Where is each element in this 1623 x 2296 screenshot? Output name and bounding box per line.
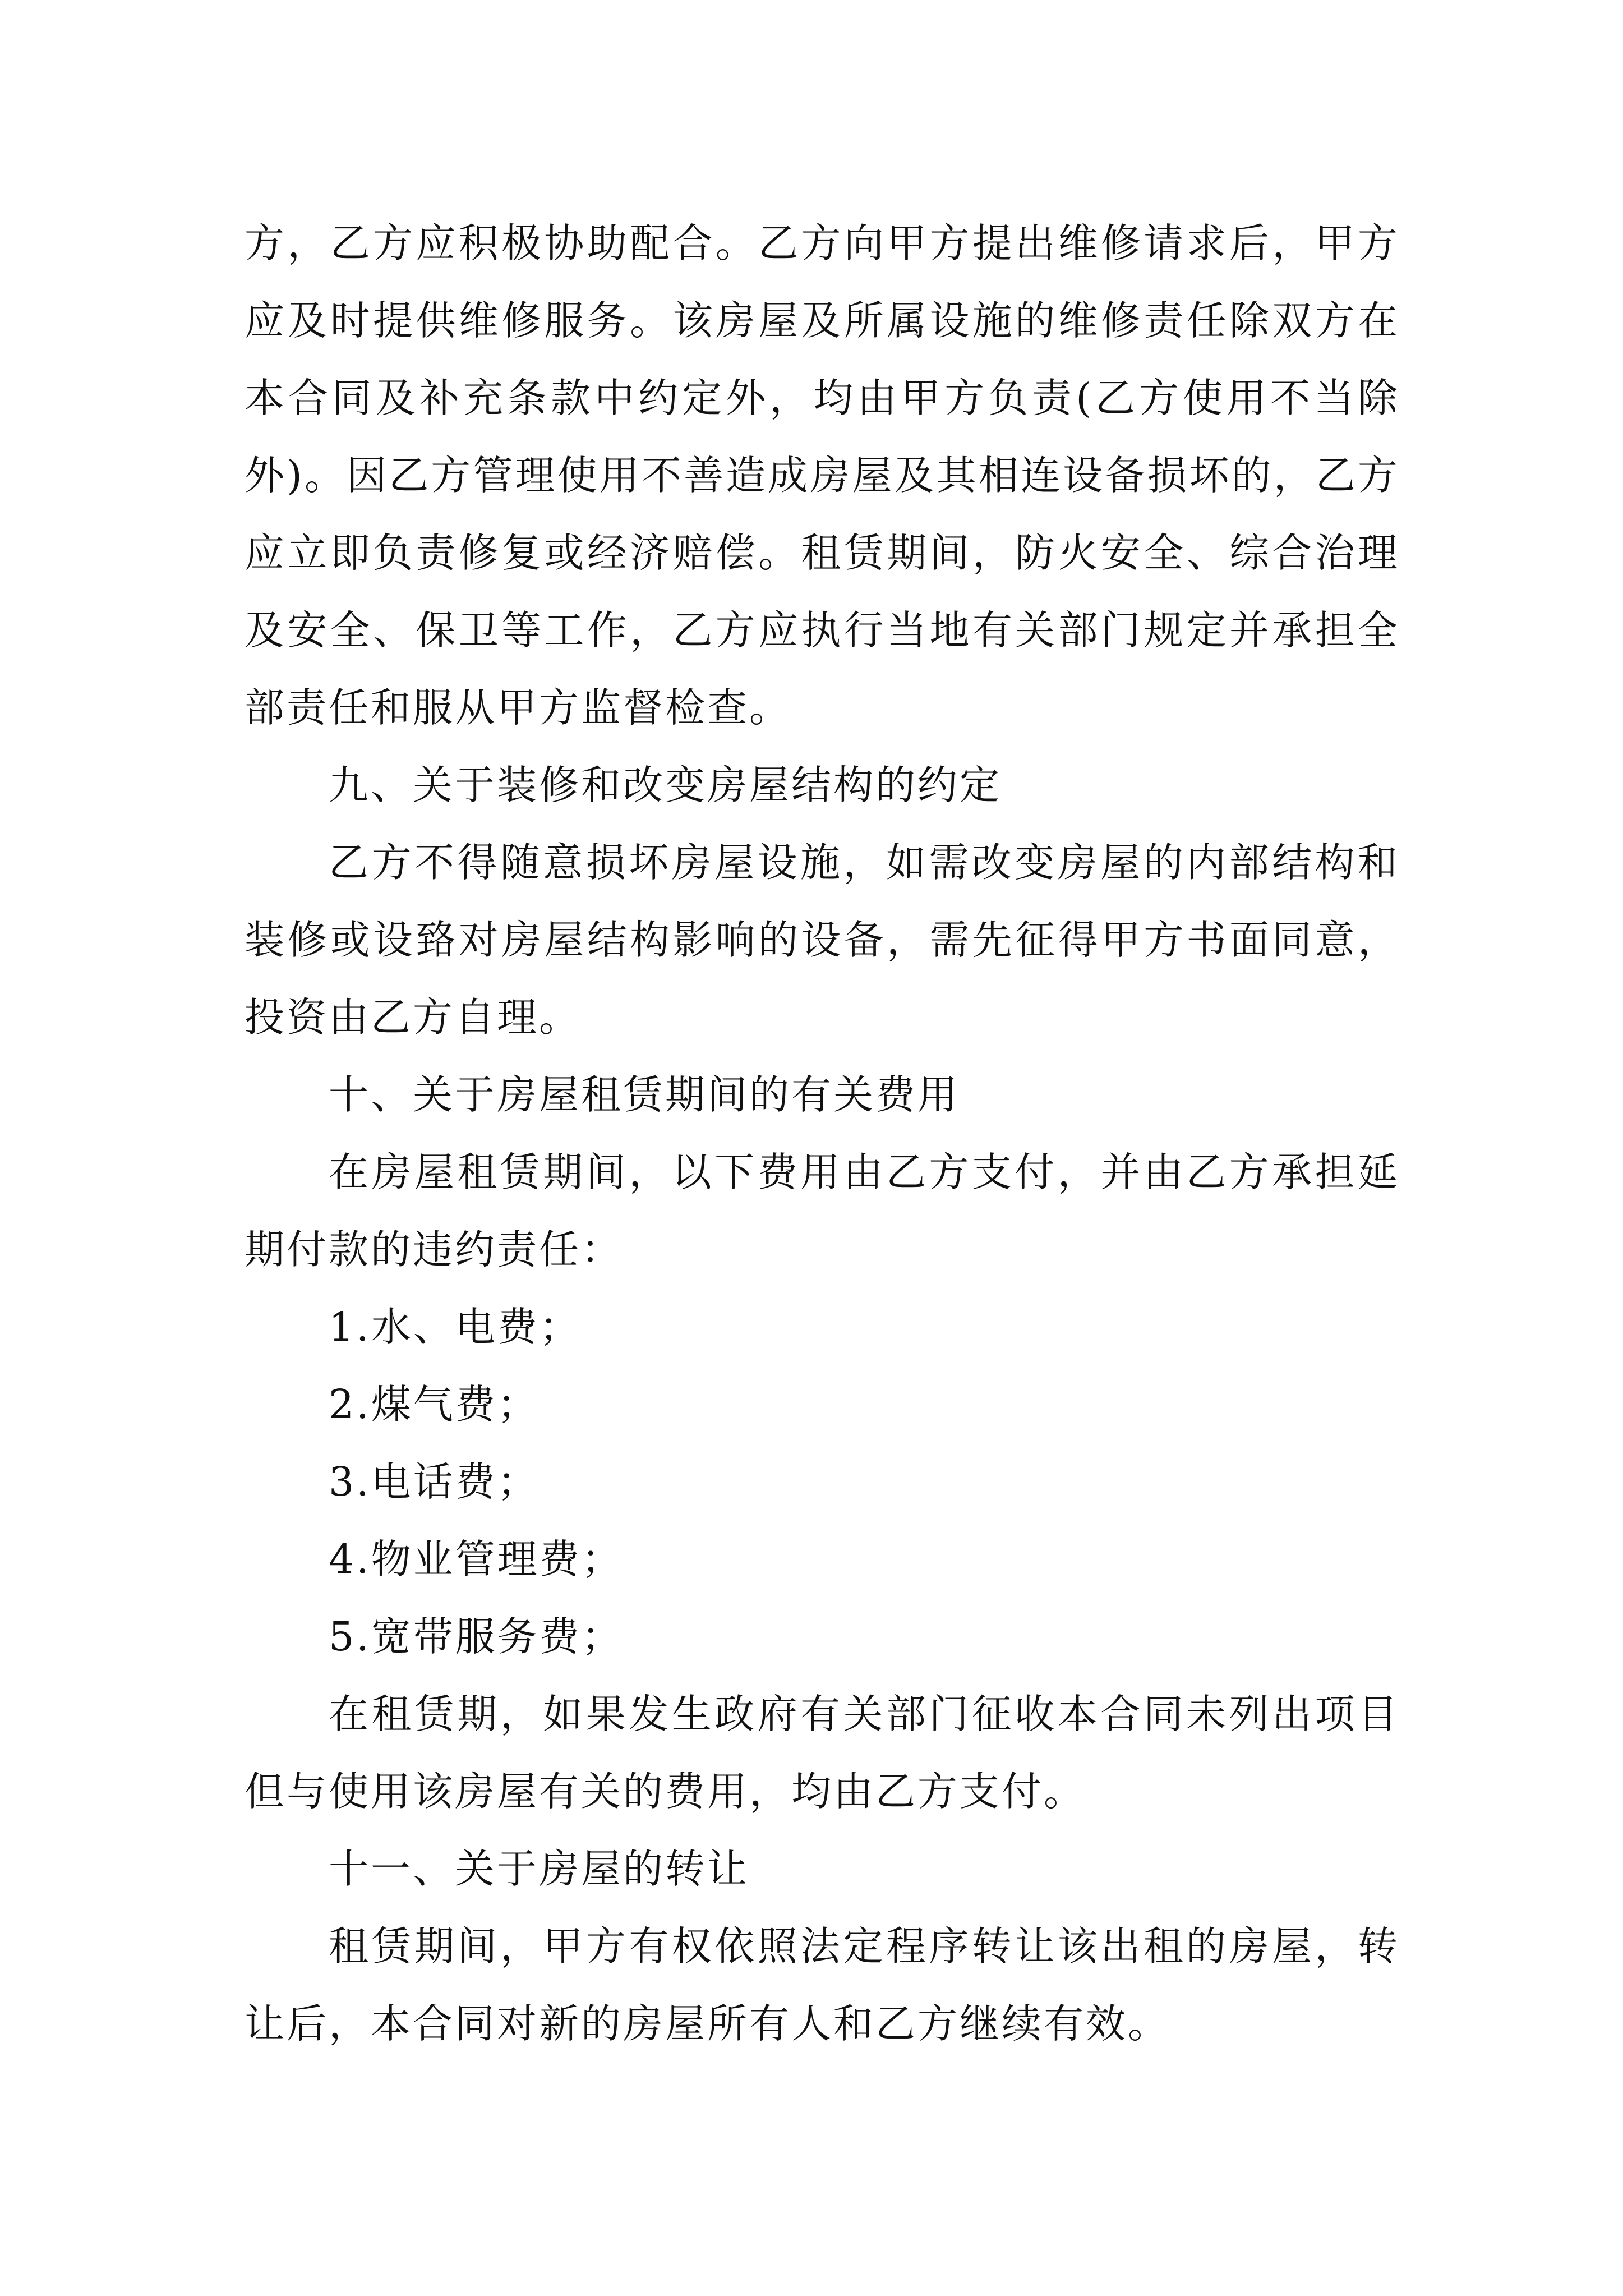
paragraph-transfer: 租赁期间，甲方有权依照法定程序转让该出租的房屋，转让后，本合同对新的房屋所有人和乙方继续有效。	[245, 1923, 1400, 2047]
section-heading-9: 九、关于装修和改变房屋结构的约定	[329, 762, 1002, 808]
list-item-fee-1: 1.水、电费；	[329, 1304, 582, 1350]
document-body	[245, 205, 1400, 2063]
list-item-fee-2: 2.煤气费；	[329, 1381, 540, 1428]
paragraph-continuation: 方，乙方应积极协助配合。乙方向甲方提出维修请求后，甲方应及时提供维修服务。该房屋及所属设施的维修责任除双方在本合同及补充条款中约定外，均由甲方负责(乙方使用不当除外)。因乙方管理使用不善造成房屋及其相连设备损坏的，乙方应立即负责修复或经济赔偿。租赁期间，防火安全、综合治理及安全、保卫等工作，乙方应执行当地有关部门规定并承担全部责任和服从甲方监督检查。	[245, 220, 1400, 731]
paragraph-other-fees: 在租赁期，如果发生政府有关部门征收本合同未列出项目但与使用该房屋有关的费用，均由乙方支付。	[245, 1691, 1400, 1815]
list-item-fee-3: 3.电话费；	[329, 1458, 540, 1505]
paragraph-renovation: 乙方不得随意损坏房屋设施，如需改变房屋的内部结构和装修或设臵对房屋结构影响的设备，需先征得甲方书面同意，投资由乙方自理。	[245, 839, 1400, 1041]
paragraph-fees-intro: 在房屋租赁期间，以下费用由乙方支付，并由乙方承担延期付款的违约责任：	[245, 1149, 1400, 1273]
section-heading-11: 十一、关于房屋的转让	[329, 1846, 750, 1892]
list-item-fee-4: 4.物业管理费；	[329, 1536, 624, 1582]
list-item-fee-5: 5.宽带服务费；	[329, 1613, 624, 1660]
section-heading-10: 十、关于房屋租赁期间的有关费用	[329, 1071, 960, 1118]
